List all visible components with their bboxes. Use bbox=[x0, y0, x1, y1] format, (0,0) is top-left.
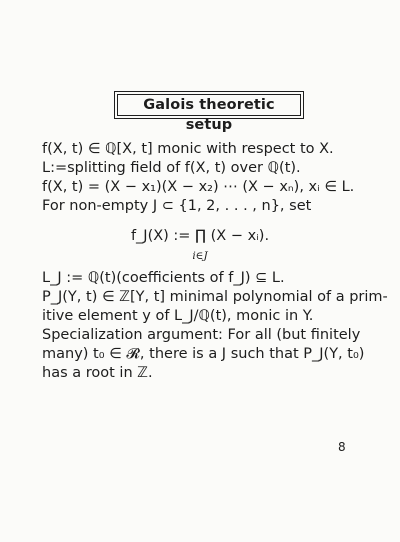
text-line-7: itive element y of L_J/ℚ(t), monic in Y. bbox=[42, 308, 314, 324]
text-line-2: L:=splitting field of f(X, t) over ℚ(t). bbox=[42, 160, 301, 176]
text-line-10: has a root in ℤ. bbox=[42, 365, 153, 381]
display-formula: f_J(X) := ∏ (X − xᵢ). bbox=[130, 228, 270, 244]
text-line-1: f(X, t) ∈ ℚ[X, t] monic with respect to X. bbox=[42, 141, 334, 157]
product-subscript: i∈J bbox=[192, 250, 208, 262]
text-line-6: P_J(Y, t) ∈ ℤ[Y, t] minimal polynomial of a prim- bbox=[42, 289, 388, 305]
text-line-5: L_J := ℚ(t)(coefficients of f_J) ⊆ L. bbox=[42, 270, 285, 286]
slide-title: Galois theoretic setup bbox=[117, 94, 301, 116]
text-line-3: f(X, t) = (X − x₁)(X − x₂) ⋯ (X − xₙ), xᵢ ∈ L. bbox=[42, 179, 355, 195]
text-line-9: many) t₀ ∈ 𝓡, there is a J such that P_J(Y, t₀) bbox=[42, 346, 365, 362]
text-line-4: For non-empty J ⊂ {1, 2, . . . , n}, set bbox=[42, 198, 312, 214]
page-number: 8 bbox=[338, 440, 346, 454]
text-line-8: Specialization argument: For all (but finitely bbox=[42, 327, 361, 343]
